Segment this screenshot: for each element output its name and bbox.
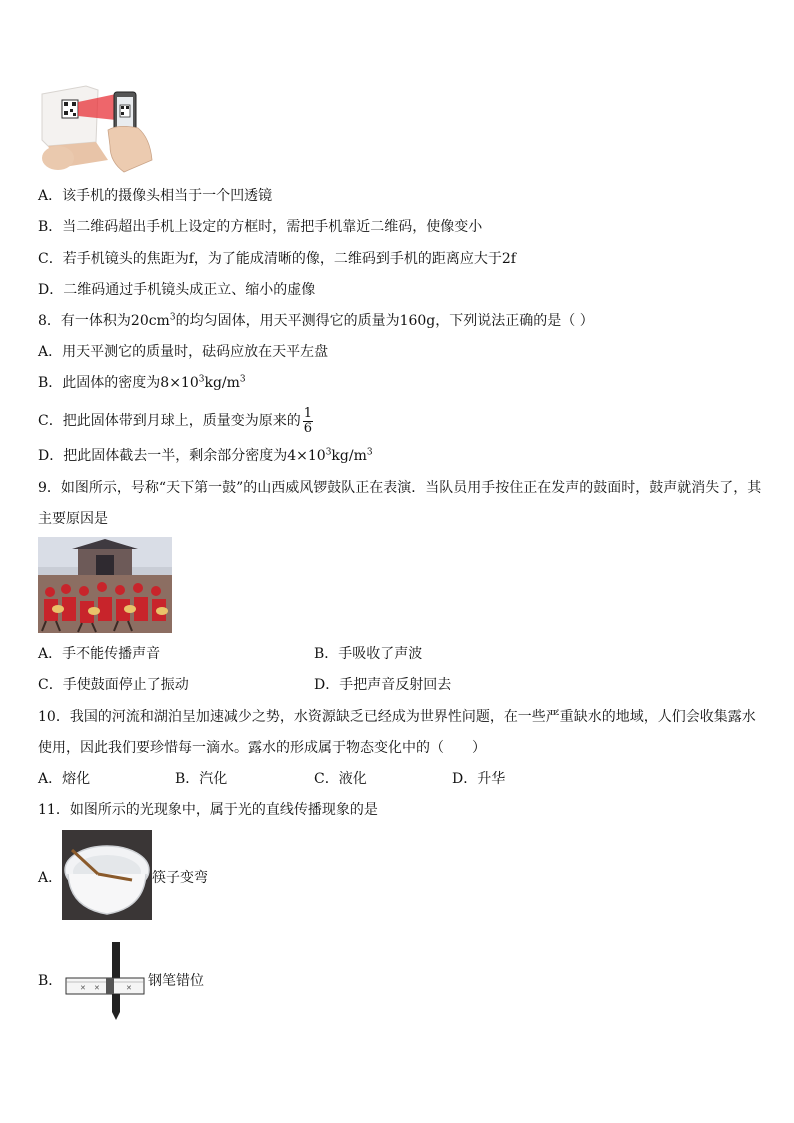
q8-stem: 8．有一体积为$20cm^3$的均匀固体，用天平测得它的质量为160g，下列说法正确的是（ ）	[38, 312, 594, 329]
bent-chopstick-photo	[62, 830, 152, 920]
pen-glass-block-figure	[62, 940, 148, 1020]
q10-option-d: D．升华	[452, 771, 506, 787]
q8-option-d: D．把此固体截去一半，剩余部分密度为$4\times 10^3kg/m^3$	[38, 447, 373, 464]
svg-text:✕: ✕	[126, 984, 132, 992]
q10-stem-line2: 使用，因此我们要珍惜每一滴水。露水的形成属于物态变化中的（ ）	[38, 740, 486, 756]
q7-option-d: D．二维码通过手机镜头成正立、缩小的虚像	[38, 282, 316, 298]
q10-option-a: A．熔化	[38, 771, 91, 787]
q9-option-b: B．手吸收了声波	[314, 646, 423, 662]
q8-option-c: C．把此固体带到月球上，质量变为原来的 $\frac{1}{6}$	[38, 405, 312, 436]
q9-option-c: C．手使鼓面停止了振动	[38, 677, 189, 693]
q9-stem-line2: 主要原因是	[38, 511, 108, 527]
q9-option-a: A．手不能传播声音	[38, 646, 161, 662]
qr-scan-figure	[38, 80, 158, 175]
q9-option-d: D．手把声音反射回去	[314, 677, 452, 693]
q10-option-b: B．汽化	[175, 771, 228, 787]
q11-stem: 11．如图所示的光现象中，属于光的直线传播现象的是	[38, 802, 378, 818]
q9-stem-line1: 9．如图所示，号称“天下第一鼓”的山西威风锣鼓队正在表演．当队员用手按住正在发声的鼓面时，鼓声就消失了，其	[38, 480, 762, 496]
q10-option-c: C．液化	[314, 771, 367, 787]
q7-option-c: C．若手机镜头的焦距为f，为了能成清晰的像，二维码到手机的距离应大于2f	[38, 251, 516, 267]
q8-option-a: A．用天平测它的质量时，砝码应放在天平左盘	[38, 344, 329, 360]
drum-performance-photo	[38, 537, 172, 633]
q11-option-a-caption: 筷子变弯	[152, 870, 208, 886]
q7-option-b: B．当二维码超出手机上设定的方框时，需把手机靠近二维码，使像变小	[38, 219, 483, 235]
q8-option-b: B．此固体的密度为$8\times 10^3kg/m^3$	[38, 374, 246, 391]
q11-option-a-label: A．	[38, 870, 63, 886]
svg-text:✕: ✕	[94, 984, 100, 992]
q11-option-b-label: B．	[38, 973, 63, 989]
q10-stem-line1: 10．我国的河流和湖泊呈加速减少之势，水资源缺乏已经成为世界性问题，在一些严重缺水的地域，人们会收集露水	[38, 709, 756, 725]
q7-option-a: A．该手机的摄像头相当于一个凹透镜	[38, 188, 273, 204]
svg-text:✕: ✕	[80, 984, 86, 992]
q11-option-b-caption: 钢笔错位	[148, 973, 204, 989]
fraction-one-sixth: $\frac{1}{6}$	[303, 405, 312, 436]
